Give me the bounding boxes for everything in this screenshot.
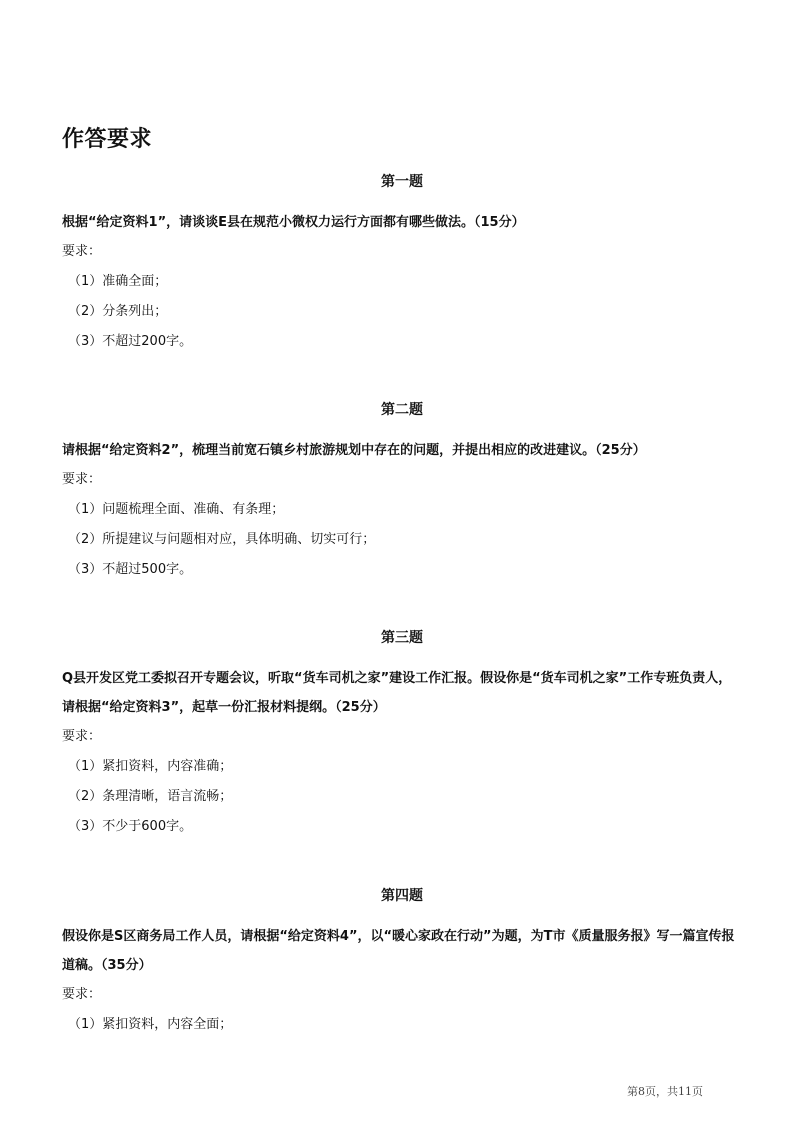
requirements-label: 要求：	[62, 729, 102, 744]
requirement-item: （3）不超过500字。	[68, 562, 193, 577]
question-section-1	[62, 172, 742, 357]
question-section-4	[62, 886, 742, 1040]
section-heading: 第三题	[381, 630, 423, 646]
section-heading: 第一题	[381, 174, 423, 190]
requirement-item: （2）分条列出；	[68, 304, 168, 319]
question-text: 根据“给定资料1”，请谈谈E县在规范小微权力运行方面都有哪些做法。（15分）	[62, 215, 525, 230]
requirement-item: （1）准确全面；	[68, 274, 168, 289]
page-number-footer: 第8页，共11页	[627, 1085, 703, 1098]
requirement-item: （3）不少于600字。	[68, 819, 193, 834]
question-section-2	[62, 400, 742, 585]
requirement-item: （2）所提建议与问题相对应，具体明确、切实可行；	[68, 532, 376, 547]
requirements-list	[62, 495, 742, 585]
section-heading: 第二题	[381, 402, 423, 418]
requirements-list	[62, 752, 742, 842]
requirements-label: 要求：	[62, 987, 102, 1002]
section-heading: 第四题	[381, 888, 423, 904]
page-title: 作答要求	[62, 127, 153, 152]
question-text: Q县开发区党工委拟召开专题会议，听取“货车司机之家”建设工作汇报。假设你是“货车司机之家”工作专班负责人，请根据“给定资料3”，起草一份汇报材料提纲。（25分）	[62, 671, 732, 715]
requirements-label: 要求：	[62, 472, 102, 487]
requirement-item: （1）紧扣资料，内容全面；	[68, 1017, 233, 1032]
requirement-item: （2）条理清晰，语言流畅；	[68, 789, 233, 804]
requirement-item: （3）不超过200字。	[68, 334, 193, 349]
question-text: 假设你是S区商务局工作人员，请根据“给定资料4”，以“暖心家政在行动”为题，为T市《质量服务报》写一篇宣传报道稿。（35分）	[62, 929, 735, 973]
requirement-item: （1）紧扣资料，内容准确；	[68, 759, 233, 774]
question-text: 请根据“给定资料2”，梳理当前宽石镇乡村旅游规划中存在的问题，并提出相应的改进建议。（25分）	[62, 443, 646, 458]
requirements-label: 要求：	[62, 244, 102, 259]
question-section-3	[62, 628, 742, 842]
requirements-list	[62, 1010, 742, 1040]
requirements-list	[62, 267, 742, 357]
requirement-item: （1）问题梳理全面、准确、有条理；	[68, 502, 285, 517]
